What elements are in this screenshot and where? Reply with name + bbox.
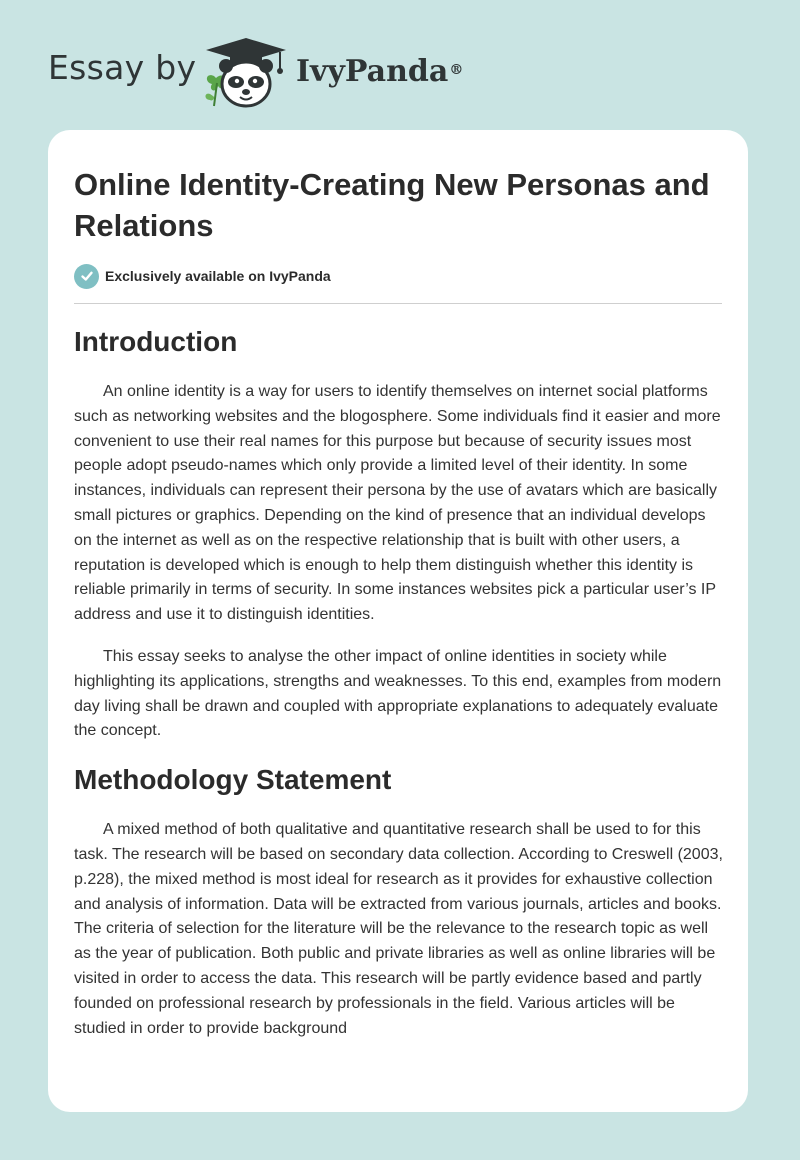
badge-label: Exclusively available on IvyPanda [105,268,331,284]
section-heading-introduction: Introduction [74,326,238,357]
essay-title: Online Identity-Creating New Personas and Relations [74,167,710,243]
brand-name[interactable] [296,52,463,92]
essay-by-label: Essay by [48,48,197,87]
paragraph: A mixed method of both qualitative and quantitative research shall be used to for this task. The research will be based on secondary data collection. According to Creswell (2003, p.228), the mixed method is most ideal for research as it provides for exhaustive collection and analysis of information. Data will be extracted from various journals, articles and books. The criteria of selection for the literature will be the relevance to the research topic as well as the year of publication. Both public and private libraries as well as online libraries will be visited in order to access the data. This research will be partly evidence based and partly founded on professional research by professionals in the field. Various articles will be studied in order to provide background [74,821,723,1037]
trademark-symbol: ® [449,62,464,78]
essay-card [48,130,748,1112]
divider [74,303,722,304]
paragraph: This essay seeks to analyse the other impact of online identities in society while highlighting its applications, strengths and weaknesses. To this end, examples from modern day living shall be drawn and coupled with appropriate explanations to adequately evaluate the concept. [74,647,722,740]
paragraph: An online identity is a way for users to identify themselves on internet social platforms such as networking websites and the blogosphere. Some individuals find it easier and more convenient to use their real names for this purpose but because of security issues most people adopt pseudo-names which only provide a limited level of their identity. In some instances, individuals can represent their persona by the use of avatars which are basically small pictures or graphics. Depending on the kind of presence that an individual develops on the internet as well as on the respective relationship that is built with other users, a reputation is developed which is enough to help them distinguish whether this identity is reliable primarily in terms of security. In some instances websites pick a particular user’s IP address and use it to distinguish identities. [74,383,721,624]
exclusive-badge [74,263,331,289]
brand-text: IvyPanda [296,54,449,89]
essay-body [74,323,724,1058]
check-icon [74,264,99,289]
panda-logo-icon[interactable] [200,36,292,110]
section-heading-methodology: Methodology Statement [74,764,392,796]
site-header [0,0,800,120]
